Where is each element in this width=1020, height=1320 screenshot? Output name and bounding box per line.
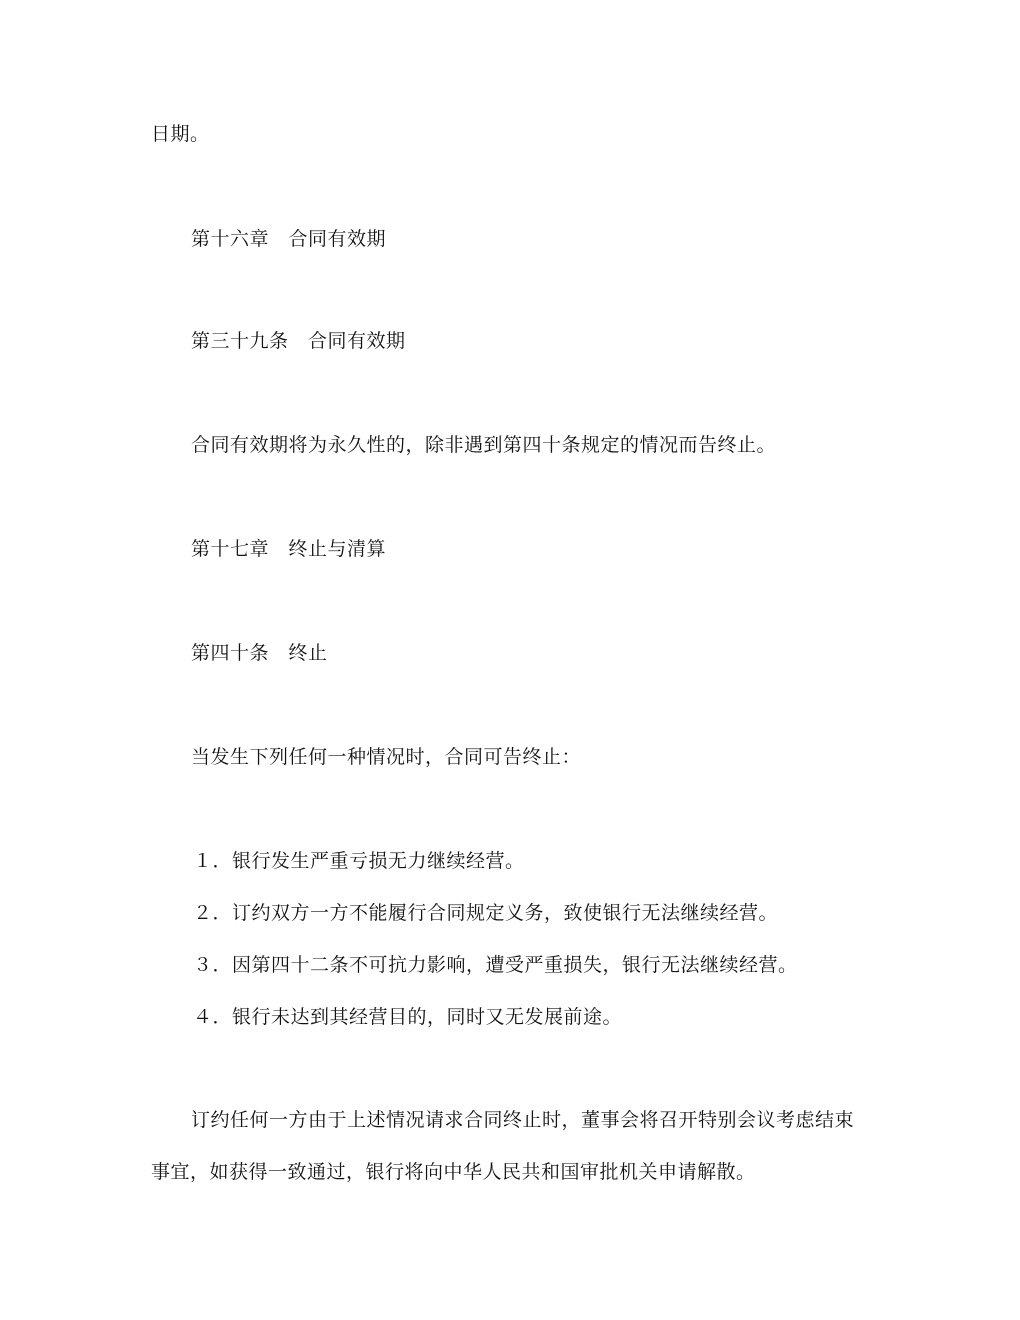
article-40-heading: 第四十条 终止: [191, 642, 328, 664]
continuation-text: 日期。: [151, 123, 210, 145]
article-39-heading: 第三十九条 合同有效期: [191, 330, 406, 352]
closing-paragraph-line-2: 事宜，如获得一致通过，银行将向中华人民共和国审批机关申请解散。: [151, 1161, 756, 1183]
list-item: ２．订约双方一方不能履行合同规定义务，致使银行无法继续经营。: [193, 902, 779, 924]
closing-paragraph-line-1: 订约任何一方由于上述情况请求合同终止时，董事会将召开特别会议考虑结束: [191, 1109, 855, 1131]
list-item: ４．银行未达到其经营目的，同时又无发展前途。: [193, 1006, 623, 1028]
article-39-paragraph: 合同有效期将为永久性的，除非遇到第四十条规定的情况而告终止。: [191, 434, 777, 456]
list-item: ３．因第四十二条不可抗力影响，遭受严重损失，银行无法继续经营。: [193, 954, 798, 976]
list-item: １．银行发生严重亏损无力继续经营。: [193, 850, 525, 872]
article-40-intro: 当发生下列任何一种情况时，合同可告终止：: [191, 746, 582, 768]
chapter-16-heading: 第十六章 合同有效期: [191, 228, 387, 250]
chapter-17-heading: 第十七章 终止与清算: [191, 538, 387, 560]
